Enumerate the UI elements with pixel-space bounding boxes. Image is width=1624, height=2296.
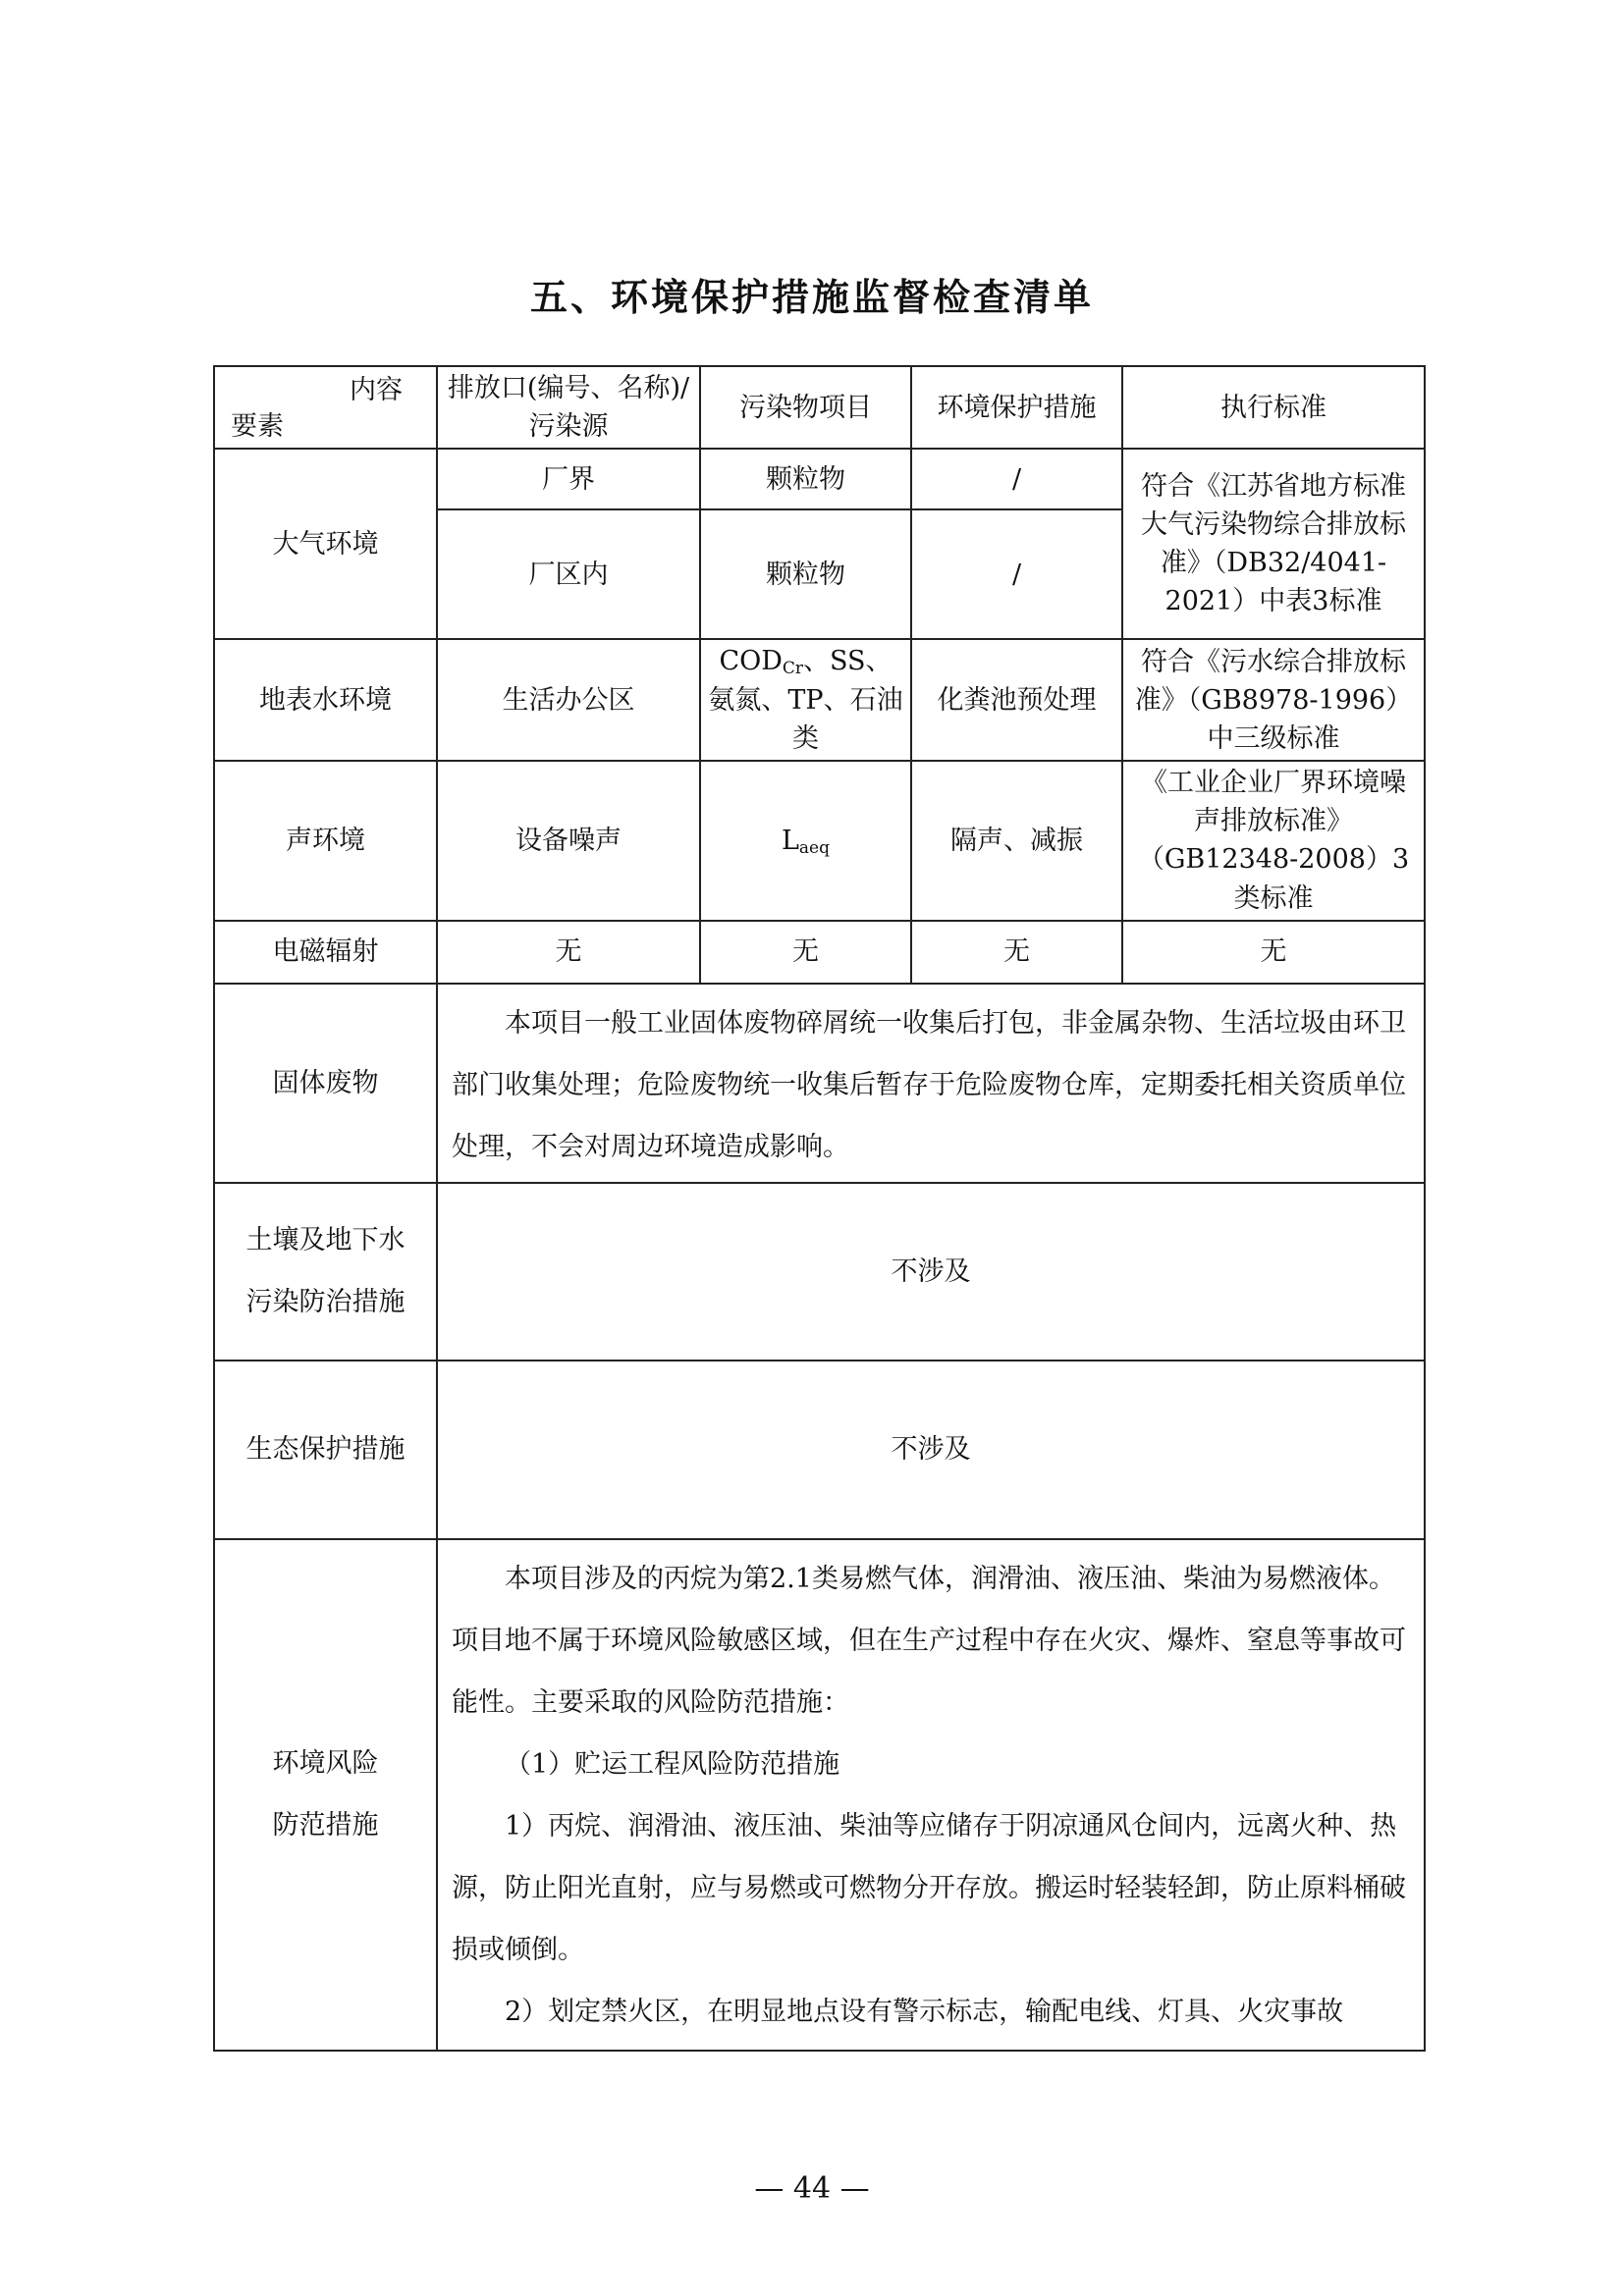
header-measure: 环境保护措施: [911, 366, 1122, 449]
soil-element: [214, 1183, 437, 1361]
emr-pollutant: 无: [700, 921, 911, 984]
page-number: — 44 —: [754, 2171, 870, 2206]
water-pollutant: [700, 639, 911, 761]
risk-element-line1: 环境风险: [272, 1748, 379, 1780]
noise-element: 声环境: [214, 761, 437, 921]
emr-source: 无: [437, 921, 700, 984]
risk-paragraph-2: （1）贮运工程风险防范措施: [505, 1748, 840, 1780]
water-row: [214, 639, 1425, 761]
solid-text-cell: [437, 984, 1425, 1183]
air-source-2: 厂区内: [437, 509, 700, 639]
risk-paragraph-4: 2）划定禁火区，在明显地点设有警示标志，输配电线、灯具、火灾事故: [505, 1996, 1344, 2027]
risk-paragraph-3: 1）丙烷、润滑油、液压油、柴油等应储存于阴凉通风仓间内，远离火种、热源，防止阳光直射，应与易燃或可燃物分开存放。搬运时轻装轻卸，防止原料桶破损或倾倒。: [452, 1810, 1406, 1965]
noise-standard: 《工业企业厂界环境噪声排放标准》（GB12348-2008）3类标准: [1122, 761, 1425, 921]
water-source: 生活办公区: [437, 639, 700, 761]
emr-standard: 无: [1122, 921, 1425, 984]
page-title: 五、环境保护措施监督检查清单: [529, 276, 1094, 319]
risk-text-cell: [437, 1539, 1425, 2051]
risk-element-line2: 防范措施: [272, 1810, 379, 1842]
eco-element: 生态保护措施: [214, 1361, 437, 1539]
air-measure-1: /: [911, 449, 1122, 509]
air-source-1: 厂界: [437, 449, 700, 509]
emr-row: [214, 921, 1425, 984]
header-row: [214, 366, 1425, 449]
eco-row: [214, 1361, 1425, 1539]
env-protection-checklist-table: [213, 365, 1426, 2052]
header-outlet: 排放口(编号、名称)/污染源: [437, 366, 700, 449]
noise-source: 设备噪声: [437, 761, 700, 921]
air-standard: 符合《江苏省地方标准大气污染物综合排放标准》（DB32/4041-2021）中表3标准: [1122, 449, 1425, 639]
solid-element: 固体废物: [214, 984, 437, 1183]
header-content-label: 内容: [350, 375, 403, 405]
header-pollutant: 污染物项目: [700, 366, 911, 449]
air-element: 大气环境: [214, 449, 437, 639]
water-pollutant-cod: COD: [719, 646, 783, 677]
noise-pollutant-sub: aeq: [798, 837, 830, 858]
soil-text: 不涉及: [437, 1183, 1425, 1361]
solid-text: 本项目一般工业固体废物碎屑统一收集后打包，非金属杂物、生活垃圾由环卫部门收集处理；危险废物统一收集后暂存于危险废物仓库，定期委托相关资质单位处理，不会对周边环境造成影响。: [452, 1007, 1406, 1162]
water-measure: 化粪池预处理: [911, 639, 1122, 761]
air-measure-2: /: [911, 509, 1122, 639]
risk-paragraph-1: 本项目涉及的丙烷为第2.1类易燃气体，润滑油、液压油、柴油为易燃液体。项目地不属于环境风险敏感区域，但在生产过程中存在火灾、爆炸、窒息等事故可能性。主要采取的风险防范措施：: [452, 1563, 1406, 1718]
air-row-1: [214, 449, 1425, 509]
water-standard: 符合《污水综合排放标准》（GB8978-1996）中三级标准: [1122, 639, 1425, 761]
risk-row: [214, 1539, 1425, 2051]
air-pollutant-1: 颗粒物: [700, 449, 911, 509]
header-standard: 执行标准: [1122, 366, 1425, 449]
header-element-label: 要素: [231, 411, 284, 443]
noise-pollutant: [700, 761, 911, 921]
risk-element: [214, 1539, 437, 2051]
emr-element: 电磁辐射: [214, 921, 437, 984]
soil-element-line2: 污染防治措施: [245, 1287, 406, 1318]
noise-row: [214, 761, 1425, 921]
solid-row: [214, 984, 1425, 1183]
water-element: 地表水环境: [214, 639, 437, 761]
header-corner-cell: [214, 366, 437, 449]
water-pollutant-cod-sub: Cr: [782, 659, 804, 679]
noise-pollutant-main: L: [781, 825, 799, 856]
water-pollutant-rest: 、SS、氨氮、TP、石油类: [708, 646, 903, 755]
noise-measure: 隔声、减振: [911, 761, 1122, 921]
soil-element-line1: 土壤及地下水: [245, 1225, 406, 1256]
eco-text: 不涉及: [437, 1361, 1425, 1539]
emr-measure: 无: [911, 921, 1122, 984]
soil-row: [214, 1183, 1425, 1361]
air-pollutant-2: 颗粒物: [700, 509, 911, 639]
